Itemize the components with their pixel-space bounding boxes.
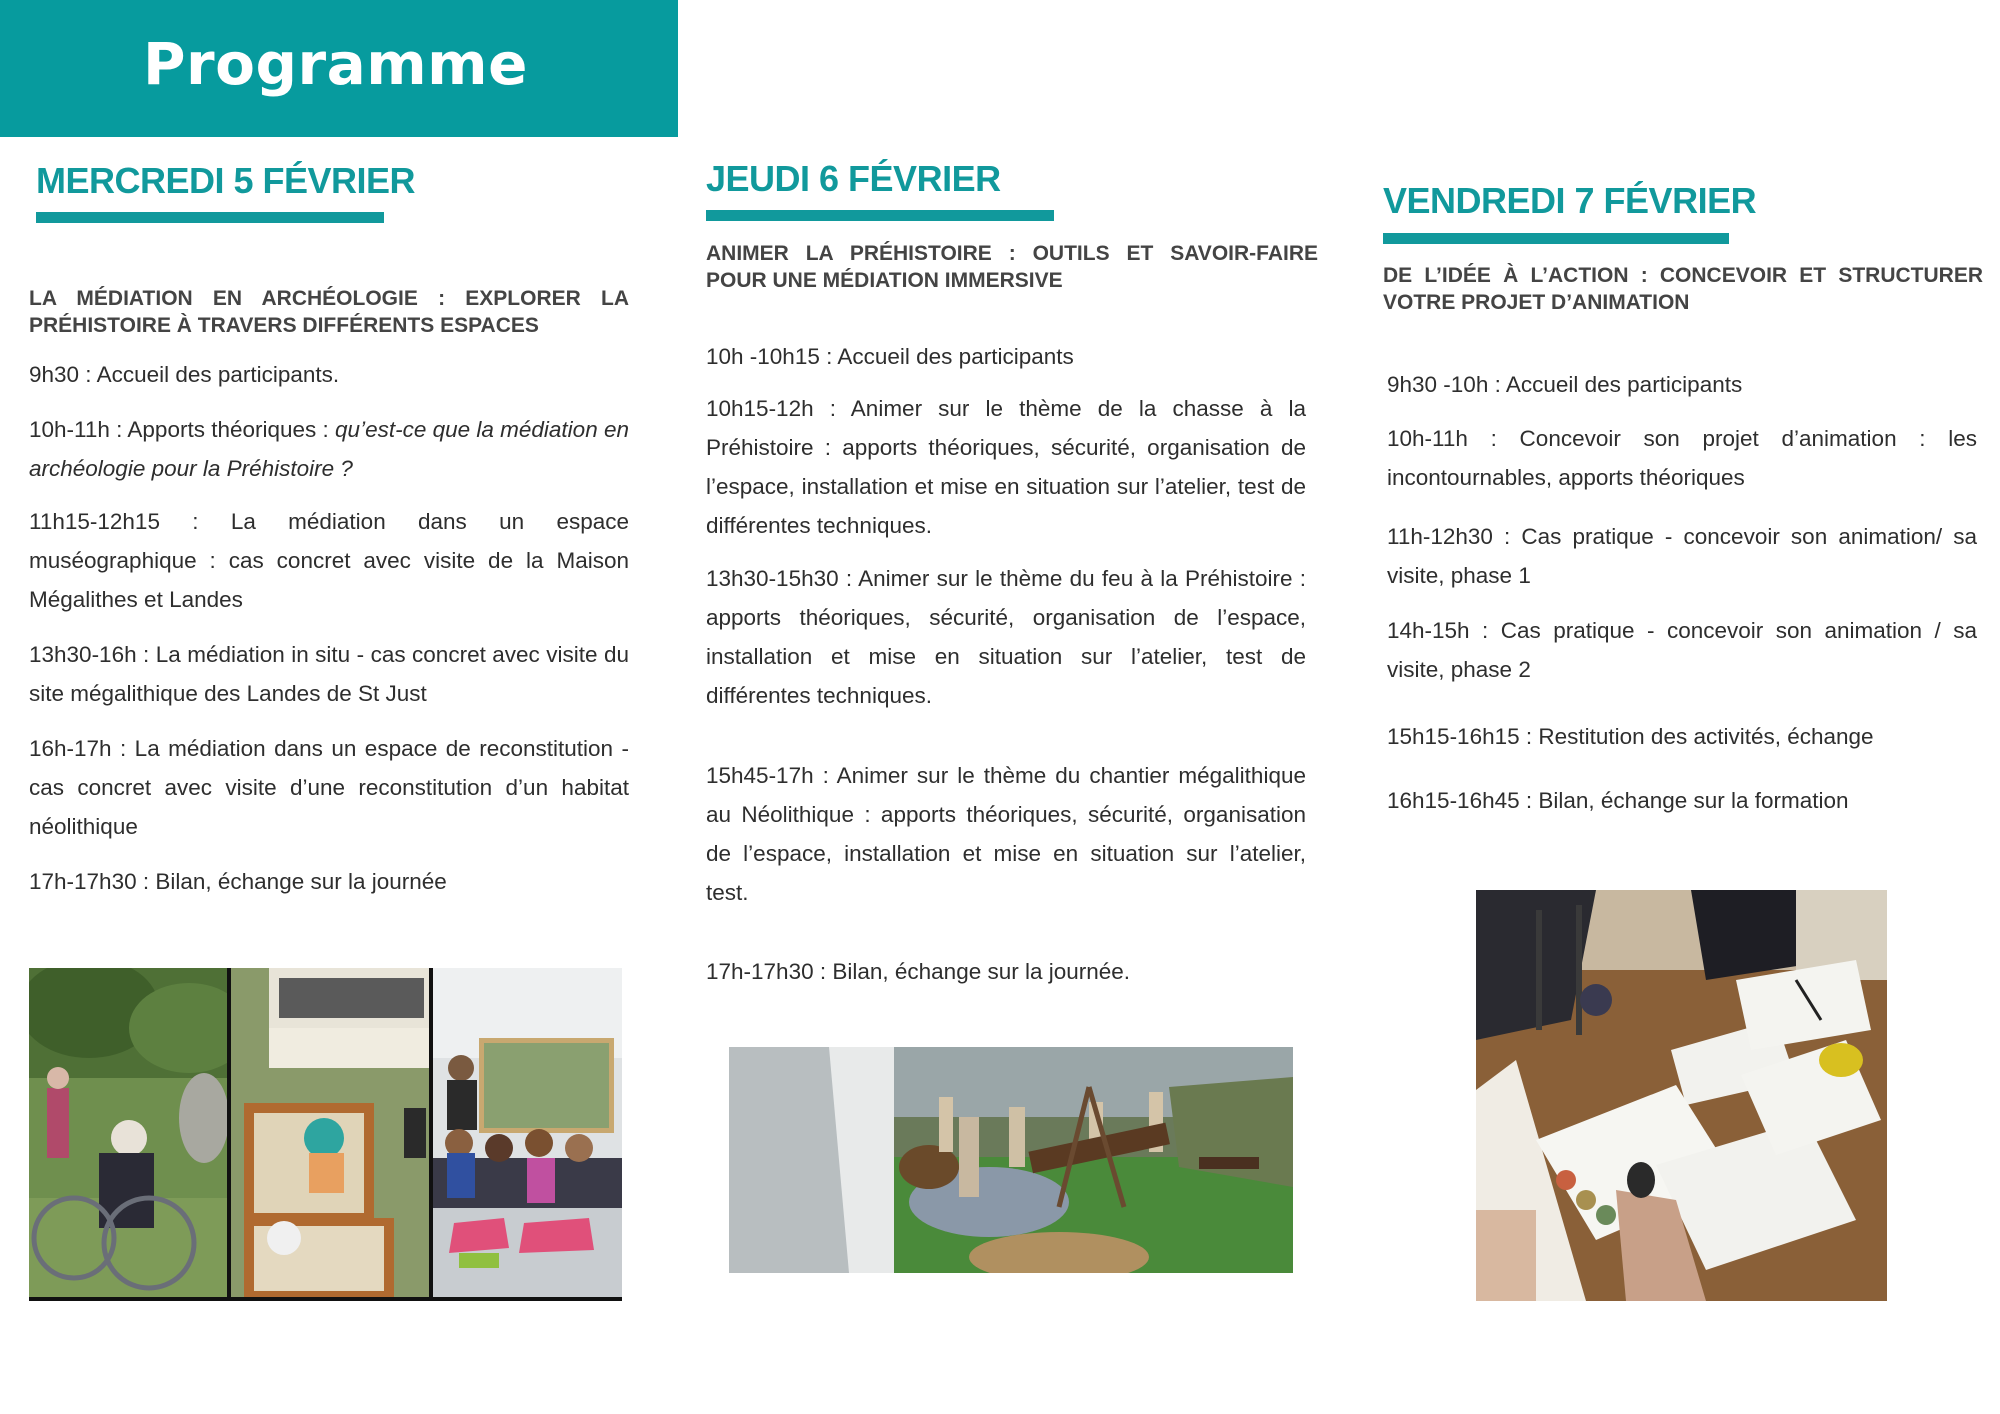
header-banner [0,0,678,137]
workshop-image [1476,890,1887,1301]
day-title: MERCREDI 5 FÉVRIER [36,160,416,201]
schedule-item: 11h-12h30 : Cas pratique - concevoir son animation/ sa visite, phase 1 [1387,524,1977,588]
schedule-item: 13h30-15h30 : Animer sur le thème du feu à la Préhistoire : apports théoriques, sécurité, organisation de l’espace, installation et mise en situation sur l’atelier, test de différentes techniques. [706,566,1306,708]
diorama-image [729,1047,1293,1273]
workshop-table-photo [1476,890,1887,1301]
schedule-item: 9h30 : Accueil des participants. [29,362,340,387]
megalith-diorama-photo [729,1047,1293,1273]
day-subtitle: DE L’IDÉE À L’ACTION : CONCEVOIR ET STRUCTURER VOTRE PROJET D’ANIMATION [1383,264,1983,314]
day-subtitle: LA MÉDIATION EN ARCHÉOLOGIE : EXPLORER LA PRÉHISTOIRE À TRAVERS DIFFÉRENTS ESPACES [29,287,629,337]
mediation-photo-collage [29,968,622,1301]
schedule-item: 10h-11h : Concevoir son projet d’animation : les incontournables, apports théoriques [1387,426,1977,490]
day-title: JEUDI 6 FÉVRIER [706,158,1001,199]
title-underline [706,210,1054,221]
schedule-item: 16h15-16h45 : Bilan, échange sur la formation [1387,788,1849,813]
schedule-item: 17h-17h30 : Bilan, échange sur la journée [29,869,447,894]
schedule-item: 15h15-16h15 : Restitution des activités, échange [1387,724,1874,749]
schedule-item: 15h45-17h : Animer sur le thème du chantier mégalithique au Néolithique : apports théoriques, sécurité, organisation de l’espace, installation et mise en situation sur l’atelier, test. [706,763,1306,905]
schedule-item-emphasis: qu’est-ce que la médiation en archéologie pour la Préhistoire ? [29,417,629,481]
schedule-item: 16h-17h : La médiation dans un espace de reconstitution - cas concret avec visite d’une reconstitution d’un habitat néolithique [29,736,629,839]
day-subtitle: ANIMER LA PRÉHISTOIRE : OUTILS ET SAVOIR-FAIRE POUR UNE MÉDIATION IMMERSIVE [706,242,1318,292]
title-underline [1383,233,1729,244]
schedule-item: 10h -10h15 : Accueil des participants [706,344,1074,369]
day-title: VENDREDI 7 FÉVRIER [1383,180,1757,221]
schedule-item: 10h-11h : Apports théoriques : qu’est-ce que la médiation en archéologie pour la Préhistoire ? [29,417,629,481]
schedule-item: 17h-17h30 : Bilan, échange sur la journée. [706,959,1131,984]
schedule-item: 10h15-12h : Animer sur le thème de la chasse à la Préhistoire : apports théoriques, sécurité, organisation de l’espace, installation et mise en situation sur l’atelier, test de différentes techniques. [706,396,1306,538]
schedule-item: 11h15-12h15 : La médiation dans un espace muséographique : cas concret avec visite de la Maison Mégalithes et Landes [29,509,629,612]
schedule-item: 13h30-16h : La médiation in situ - cas concret avec visite du site mégalithique des Landes de St Just [29,642,629,706]
page-title: Programme [143,30,528,98]
schedule-item: 9h30 -10h : Accueil des participants [1387,372,1743,397]
photo-collage-image [29,968,622,1301]
schedule-item: 14h-15h : Cas pratique - concevoir son animation / sa visite, phase 2 [1387,618,1977,682]
title-underline [36,212,384,223]
